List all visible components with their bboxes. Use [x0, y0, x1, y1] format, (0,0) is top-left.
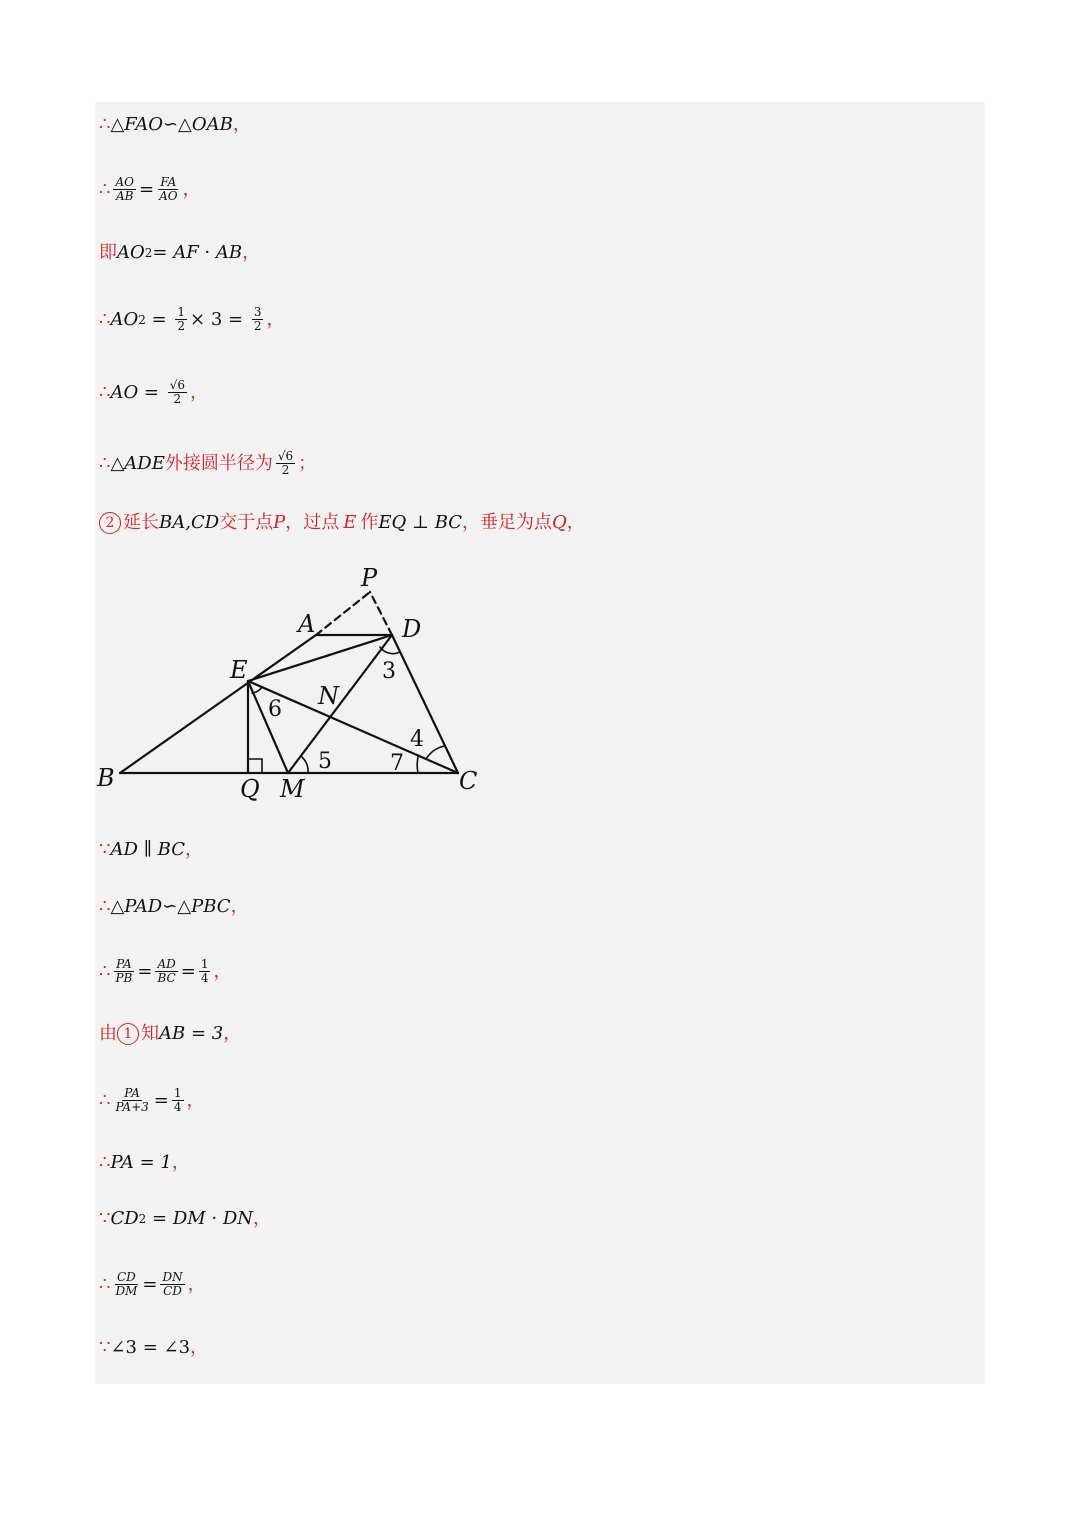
segment-dm [288, 635, 392, 773]
fraction-2 [155, 958, 177, 985]
punctuation: ， [253, 1208, 272, 1229]
exponent: 2 [138, 1212, 147, 1226]
label-n: N [318, 682, 339, 710]
fraction-half [175, 306, 187, 333]
point-p: P [273, 512, 286, 533]
denominator: 2 [281, 463, 290, 477]
equals: = [145, 308, 173, 330]
punctuation: ， [182, 178, 201, 200]
numerator: AD [157, 957, 176, 971]
triangle-ade: △ADE [110, 452, 165, 474]
fraction-2 [172, 1087, 184, 1114]
numerator: √6 [169, 378, 186, 392]
therefore-symbol: ∴ [99, 114, 111, 135]
segment-ba [120, 635, 316, 773]
label-m: M [280, 775, 305, 803]
equals: = [153, 1089, 169, 1111]
equals: = [137, 960, 153, 982]
point-q: Q [552, 512, 567, 533]
therefore-symbol: ∴ [99, 308, 111, 330]
text-foot: ，垂足为点 [462, 512, 553, 533]
perpendicular-expr: EQ ⊥ BC [378, 512, 463, 533]
point-e: E [343, 512, 357, 533]
lhs: AO [110, 308, 139, 330]
therefore-symbol: ∴ [99, 178, 111, 200]
punctuation: ， [190, 381, 209, 403]
denominator: 2 [173, 392, 182, 406]
dashed-ap [316, 592, 370, 635]
therefore-symbol: ∴ [99, 960, 111, 982]
lines-ba-cd: BA,CD [159, 512, 220, 533]
punctuation: ， [213, 960, 232, 982]
therefore-symbol: ∴ [99, 1089, 111, 1111]
segment-ed [248, 635, 392, 681]
right-angle-mark [248, 759, 262, 773]
label-d: D [402, 615, 422, 643]
text-know: 知 [141, 1023, 159, 1044]
fraction-2 [160, 1271, 184, 1298]
text-intersect: 交于点 [219, 512, 274, 533]
numerator: √6 [277, 449, 294, 463]
denominator: 2 [253, 319, 262, 333]
circumradius-text: 外接圆半径为 [164, 452, 273, 474]
text-draw: 作 [360, 512, 379, 533]
therefore-symbol: ∴ [99, 452, 111, 474]
angle-label-5: 5 [318, 749, 332, 774]
fraction-1 [113, 958, 134, 985]
fraction-sqrt6-over-2 [168, 379, 187, 406]
expression: AD ∥ BC [110, 839, 185, 860]
label-b: B [97, 764, 115, 792]
label-q: Q [240, 775, 260, 803]
denominator: 4 [200, 971, 209, 985]
step-cd-squared [99, 1207, 271, 1231]
step-similar-pad-pbc [99, 895, 249, 919]
because-symbol: ∵ [99, 1208, 111, 1229]
expression: PA = 1 [110, 1152, 172, 1173]
step-ao-squared-value [99, 306, 284, 333]
denominator: PB [115, 971, 133, 985]
therefore-symbol: ∴ [99, 1152, 111, 1173]
angle-label-3: 3 [382, 659, 396, 684]
therefore-symbol: ∴ [99, 896, 111, 917]
punctuation: ； [298, 452, 317, 474]
exponent: 2 [138, 312, 146, 327]
punctuation: ， [242, 242, 261, 263]
punctuation: ， [186, 1089, 205, 1111]
step-ratio-ao-ab [99, 176, 201, 203]
lhs: AO [117, 242, 145, 263]
punctuation: ， [266, 308, 285, 330]
equals: = [180, 960, 196, 982]
denominator: AO [159, 189, 178, 203]
fraction-sqrt6-over-2 [276, 450, 295, 477]
rhs: = DM · DN [146, 1208, 254, 1229]
step-ao-value [99, 379, 208, 406]
dashed-dp [370, 592, 392, 635]
step-ratio-cd-dm [99, 1271, 206, 1298]
exponent: 2 [144, 246, 153, 260]
denominator: BC [157, 971, 176, 985]
numerator: 1 [200, 957, 209, 971]
numerator: 1 [173, 1086, 182, 1100]
angle-4-arc [426, 746, 444, 759]
denominator: PA+3 [115, 1100, 149, 1114]
step-ab-equals-3 [99, 1022, 241, 1046]
text-from: 由 [99, 1023, 117, 1044]
numerator: PA [124, 1086, 140, 1100]
fraction-result [252, 306, 264, 333]
multiply-text: × 3 = [190, 308, 249, 330]
punctuation: ， [232, 114, 251, 135]
equals: = [138, 178, 155, 200]
step-ao-squared [99, 241, 260, 265]
therefore-symbol: ∴ [99, 381, 111, 403]
step-pa-equation [99, 1087, 205, 1114]
numerator: DN [162, 1270, 183, 1284]
expression: △PAD∽△PBC [110, 896, 231, 917]
step-similar-fao-oab [99, 113, 251, 137]
label-a: A [298, 610, 316, 638]
rhs: = AF · AB [152, 242, 243, 263]
punctuation: ， [184, 839, 203, 860]
expression: AB = 3 [159, 1023, 224, 1044]
expression: △FAO∽△OAB [110, 114, 233, 135]
angle-label-7: 7 [390, 751, 404, 776]
step-part-2-construction [99, 511, 585, 535]
label-e: E [230, 656, 248, 684]
text-extend: 延长 [123, 512, 159, 533]
denominator: CD [163, 1284, 182, 1298]
lhs: CD [110, 1208, 139, 1229]
step-ad-parallel-bc [99, 838, 203, 862]
punctuation: ， [171, 1152, 190, 1173]
punctuation: ， [230, 896, 249, 917]
circled-number-2: 2 [99, 512, 121, 534]
punctuation: ， [187, 1273, 206, 1295]
angle-label-6: 6 [268, 697, 282, 722]
circled-number-1: 1 [117, 1023, 139, 1045]
angle-7-arc [417, 757, 418, 773]
expression: ∠3 = ∠3 [110, 1337, 191, 1358]
denominator: DM [115, 1284, 138, 1298]
because-symbol: ∵ [99, 1337, 111, 1358]
label-c: C [459, 767, 478, 795]
step-ratio-pa-pb [99, 958, 231, 985]
step-circumradius [99, 450, 316, 477]
numerator: 1 [177, 305, 186, 319]
fraction-1 [113, 1087, 150, 1114]
denominator: AB [115, 189, 134, 203]
punctuation: ， [566, 512, 585, 533]
numerator: AO [115, 175, 134, 189]
denominator: 2 [177, 319, 186, 333]
label-p: P [361, 564, 378, 592]
fraction-1 [113, 1271, 139, 1298]
geometry-figure [90, 560, 490, 810]
punctuation: ， [190, 1337, 209, 1358]
prefix-text: 即 [99, 242, 117, 263]
fraction-1 [113, 176, 136, 203]
denominator: 4 [173, 1100, 182, 1114]
numerator: PA [116, 957, 132, 971]
fraction-2 [157, 176, 180, 203]
step-angle-equal [99, 1336, 208, 1360]
fraction-3 [199, 958, 211, 985]
punctuation: ， [223, 1023, 242, 1044]
angle-5-arc [302, 757, 308, 773]
numerator: FA [160, 175, 177, 189]
therefore-symbol: ∴ [99, 1273, 111, 1295]
numerator: 3 [253, 305, 262, 319]
angle-6-arc [252, 687, 262, 693]
because-symbol: ∵ [99, 839, 111, 860]
angle-label-4: 4 [410, 727, 424, 752]
step-pa-equals-1 [99, 1151, 190, 1175]
text-through-point: ，过点 [285, 512, 340, 533]
numerator: CD [117, 1270, 136, 1284]
lhs: AO = [110, 381, 165, 403]
equals: = [142, 1273, 158, 1295]
